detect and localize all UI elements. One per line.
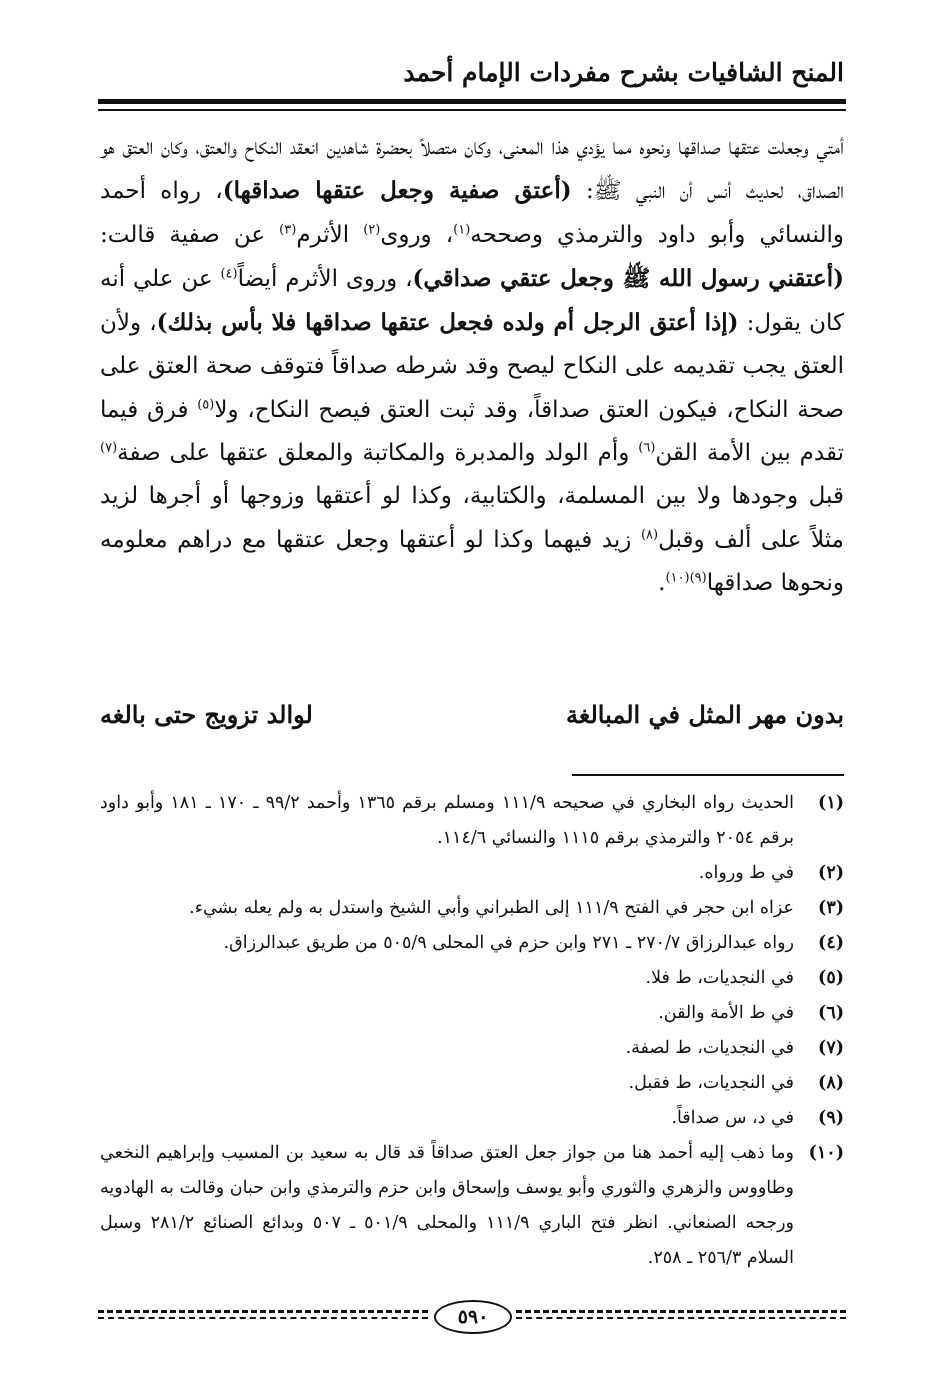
footnote-text: عزاه ابن حجر في الفتح ١١١/٩ إلى الطبراني وأبي الشيخ واستدل به ولم يعله بشيء. [189,898,794,918]
footnote-number: (٩) [818,1108,844,1128]
text-segment: وأم الولد والمدبرة والمكاتبة والمعلق عتقها على صفة [117,440,639,467]
footnote-text: رواه عبدالرزاق ٢٧٠/٧ ـ ٢٧١ وابن حزم في المحلى ٥٠٥/٩ من طريق عبدالرزاق. [223,933,794,953]
footnote-number: (٤) [818,933,844,953]
footnote-text: الحديث رواه البخاري في صحيحه ١١١/٩ ومسلم برقم ١٣٦٥ وأحمد ٩٩/٢ ـ ١٧٠ ـ ١٨١ وأبو داود برقم ٢٠٥٤ والترمذي برقم ١١١٥ والنسائي ١١٤/٦. [100,793,795,848]
text-segment: ، ولأن العتق يجب تقديمه على النكاح ليصح وقد شرطه صداقاً فتوقف صحة العتق على صحة النكاح، فيكون العتق صداقاً، وقد ثبت العتق فيصح النكاح، ولا [100,310,844,423]
page-number: ٥٩٠ [434,1300,512,1334]
footnote-marker: (٦) [638,440,656,456]
text-segment: قبل وجودها ولا بين المسلمة، والكتابية، وكذا لو أعتقها وزوجها أو أجرها لزيد مثلاً على ألف وقبل [100,483,845,553]
text-segment: . [658,569,666,596]
footer-dashed-rule [516,1310,846,1313]
footnote-item [100,996,844,1031]
footnote-item [100,856,844,891]
footnote-marker: (١٠) [665,570,690,586]
footnote-item [100,1136,844,1276]
verse-first-hemistich: بدون مهر المثل في المبالغة [566,700,844,729]
footnote-marker: (٨) [640,527,659,543]
footnotes [100,786,844,1276]
footnote-marker: (٥) [197,397,215,413]
footnote-number: (٦) [818,1003,844,1023]
text-segment: عن صفية قالت: [100,221,280,248]
text-segment: الأثرم [296,221,364,248]
footnote-number: (٧) [818,1038,844,1058]
footnote-marker: (٤) [220,266,238,282]
footer-dashed-rule [516,1317,846,1319]
footnote-text: وما ذهب إليه أحمد هنا من جواز جعل العتق صداقاً قد قال به سعيد بن المسيب وإبراهيم النخعي وطاووس والزهري والثوري وأبو يوسف وإسحاق وابن حزم والترمذي وابن حبان وقالت به الهادويه ورجحه الصنعاني. انظر فتح الباري ١١١/٩ والمحلى ٥٠١/٩ ـ ٥٠٧ وبدائع الصنائع ٢٨١/٢ وسبل السلام ٢٥٦/٣ ـ ٢٥٨. [100,1143,794,1268]
page-footer [98,1300,846,1334]
footnote-text: في ط ورواه. [698,863,794,883]
footnote-text: في النجديات، ط فقبل. [628,1073,794,1093]
verse-second-hemistich: لوالد تزويج حتى بالغه [100,700,313,729]
footnote-item [100,891,844,926]
header-rule-thick [98,99,846,104]
footnote-marker: (٢) [363,221,381,237]
footnote-item [100,786,844,856]
footnote-marker: (١) [453,221,471,237]
main-text [100,126,844,605]
text-segment: ، وروى [380,221,454,248]
footnote-text: في ط الأمة والقن. [658,1003,794,1023]
footnote-text: في النجديات، ط لصفة. [625,1038,794,1058]
text-segment: ، رواه أحمد والنسائي وأبو داود والترمذي وصححه [100,178,844,248]
footnote-number: (١) [818,793,844,813]
hadith-quote: (أعتقني رسول الله ﷺ وجعل عتقي صداقي) [412,264,844,292]
footer-dashed-rule [98,1310,428,1313]
footnote-item [100,926,844,961]
footnote-marker: (٩) [689,570,707,586]
footnote-number: (١٠) [808,1143,844,1163]
footer-dashed-rule [98,1317,428,1319]
text-segment: زيد فيهما وكذا لو أعتقها وجعل عتقها مع دراهم معلومه ونحوها صداقها [100,526,844,596]
verse-line [100,700,844,744]
athar-quote: (إذا أعتق الرجل أم ولده فجعل عتقها صداقها فلا بأس بذلك) [156,309,739,337]
footnote-marker: (٧) [100,440,118,456]
main-paragraph [100,126,844,605]
text-segment: ، وروى الأثرم أيضاً [237,265,413,292]
footnote-item [100,1031,844,1066]
footnote-number: (٣) [818,898,844,918]
footnote-item [100,961,844,996]
footnote-separator [572,774,844,776]
footnote-number: (٨) [818,1073,844,1093]
footnote-item [100,1101,844,1136]
text-segment: فرق فيما تقدم بين الأمة القن [100,396,844,467]
text-segment: أمتي وجعلت عتقها صداقها ونحوه مما يؤدي هذا المعنى، وكان متصلاً بحضرة شاهدين انعقد النكاح والعتق، وكان العتق هو الصداق، لحديث أنس أن النبي ﷺ: [100,134,844,205]
footnote-number: (٥) [818,968,844,988]
hadith-quote: (أعتق صفية وجعل عتقها صداقها) [222,177,572,205]
footnote-text: في د، س صداقاً. [671,1108,794,1128]
header-rule-thin [98,109,846,111]
running-title: المنح الشافيات بشرح مفردات الإمام أحمد [403,58,844,87]
footnote-number: (٢) [818,863,844,883]
footnote-marker: (٣) [279,221,297,237]
text-segment: عن علي أنه كان يقول: [100,265,844,337]
footnote-text: في النجديات، ط فلا. [645,968,794,988]
footnote-item [100,1066,844,1101]
